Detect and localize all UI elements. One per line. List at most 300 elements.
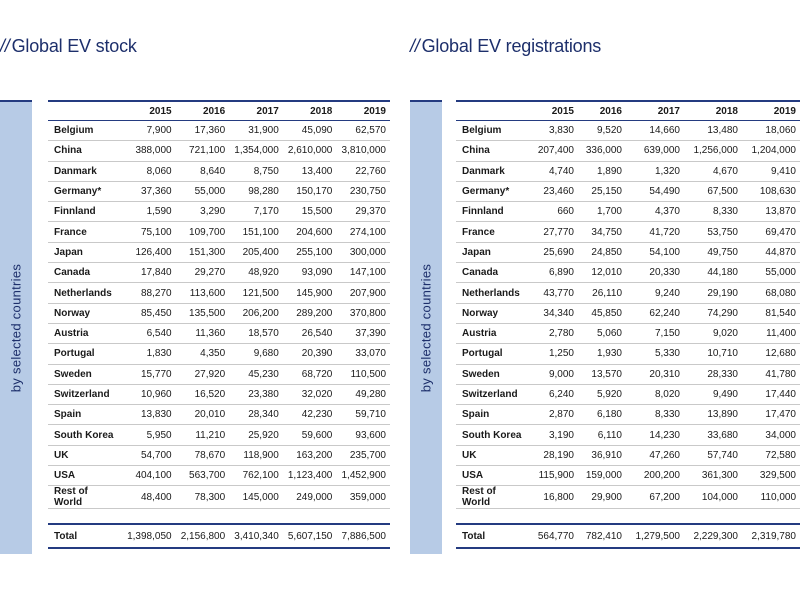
- total-label: Total: [456, 524, 530, 548]
- registrations-header-year: 2018: [684, 101, 742, 121]
- value-cell: 1,930: [578, 344, 626, 364]
- value-cell: 74,290: [684, 303, 742, 323]
- value-cell: 34,000: [742, 425, 800, 445]
- stock-sidebar: [0, 100, 32, 554]
- value-cell: 62,570: [336, 121, 390, 141]
- country-name: Rest of World: [48, 486, 122, 509]
- stock-header-country: [48, 101, 122, 121]
- value-cell: 13,400: [283, 161, 337, 181]
- value-cell: 78,300: [176, 486, 230, 509]
- total-value: 2,229,300: [684, 524, 742, 548]
- value-cell: 1,320: [626, 161, 684, 181]
- table-row: [456, 181, 800, 201]
- value-cell: 6,890: [530, 263, 578, 283]
- value-cell: 289,200: [283, 303, 337, 323]
- value-cell: 359,000: [336, 486, 390, 509]
- value-cell: 13,830: [122, 405, 176, 425]
- value-cell: 48,920: [229, 263, 283, 283]
- value-cell: 41,720: [626, 222, 684, 242]
- value-cell: 9,680: [229, 344, 283, 364]
- country-name: Japan: [456, 242, 530, 262]
- value-cell: 29,190: [684, 283, 742, 303]
- value-cell: 93,600: [336, 425, 390, 445]
- table-row: [456, 242, 800, 262]
- value-cell: 5,920: [578, 384, 626, 404]
- registrations-header-year: 2017: [626, 101, 684, 121]
- value-cell: 388,000: [122, 141, 176, 161]
- value-cell: 31,900: [229, 121, 283, 141]
- stock-table: [48, 100, 390, 549]
- value-cell: 33,680: [684, 425, 742, 445]
- country-name: Switzerland: [48, 384, 122, 404]
- table-row: [48, 222, 390, 242]
- value-cell: 145,000: [229, 486, 283, 509]
- value-cell: 78,670: [176, 445, 230, 465]
- spacer-cell: [48, 509, 390, 525]
- country-name: Austria: [48, 323, 122, 343]
- registrations-heading-slashes: //: [410, 36, 420, 56]
- registrations-header-year: 2015: [530, 101, 578, 121]
- stock-table-wrap: [48, 100, 390, 549]
- value-cell: 104,000: [684, 486, 742, 509]
- value-cell: 300,000: [336, 242, 390, 262]
- value-cell: 329,500: [742, 466, 800, 486]
- country-name: South Korea: [456, 425, 530, 445]
- value-cell: 159,000: [578, 466, 626, 486]
- value-cell: 8,750: [229, 161, 283, 181]
- value-cell: 5,950: [122, 425, 176, 445]
- stock-header-year: 2018: [283, 101, 337, 121]
- value-cell: 49,280: [336, 384, 390, 404]
- value-cell: 9,490: [684, 384, 742, 404]
- value-cell: 8,060: [122, 161, 176, 181]
- value-cell: 4,350: [176, 344, 230, 364]
- value-cell: 42,230: [283, 405, 337, 425]
- total-value: 5,607,150: [283, 524, 337, 548]
- value-cell: 118,900: [229, 445, 283, 465]
- value-cell: 13,480: [684, 121, 742, 141]
- value-cell: 13,870: [742, 202, 800, 222]
- table-row: [48, 384, 390, 404]
- country-name: China: [48, 141, 122, 161]
- value-cell: 14,230: [626, 425, 684, 445]
- value-cell: 8,330: [626, 405, 684, 425]
- table-row: [48, 364, 390, 384]
- stock-header-year: 2017: [229, 101, 283, 121]
- country-name: Rest of World: [456, 486, 530, 509]
- value-cell: 88,270: [122, 283, 176, 303]
- value-cell: 1,452,900: [336, 466, 390, 486]
- value-cell: 9,240: [626, 283, 684, 303]
- value-cell: 5,330: [626, 344, 684, 364]
- registrations-header-country: [456, 101, 530, 121]
- value-cell: 59,710: [336, 405, 390, 425]
- value-cell: 7,170: [229, 202, 283, 222]
- country-name: UK: [456, 445, 530, 465]
- country-name: Danmark: [48, 161, 122, 181]
- value-cell: 44,180: [684, 263, 742, 283]
- value-cell: 67,200: [626, 486, 684, 509]
- country-name: USA: [48, 466, 122, 486]
- value-cell: 12,680: [742, 344, 800, 364]
- value-cell: 147,100: [336, 263, 390, 283]
- stock-heading: [0, 36, 137, 57]
- stock-heading-text: Global EV stock: [11, 36, 137, 56]
- value-cell: 8,640: [176, 161, 230, 181]
- value-cell: 27,770: [530, 222, 578, 242]
- value-cell: 126,400: [122, 242, 176, 262]
- value-cell: 200,200: [626, 466, 684, 486]
- table-row: [48, 141, 390, 161]
- value-cell: 85,450: [122, 303, 176, 323]
- value-cell: 28,330: [684, 364, 742, 384]
- value-cell: 110,000: [742, 486, 800, 509]
- value-cell: 20,390: [283, 344, 337, 364]
- value-cell: 370,800: [336, 303, 390, 323]
- registrations-table: [456, 100, 800, 549]
- country-name: France: [48, 222, 122, 242]
- value-cell: 17,360: [176, 121, 230, 141]
- value-cell: 59,600: [283, 425, 337, 445]
- table-row: [456, 283, 800, 303]
- value-cell: 23,380: [229, 384, 283, 404]
- value-cell: 43,770: [530, 283, 578, 303]
- table-row: [48, 323, 390, 343]
- value-cell: 45,230: [229, 364, 283, 384]
- value-cell: 1,590: [122, 202, 176, 222]
- value-cell: 1,123,400: [283, 466, 337, 486]
- country-name: Danmark: [456, 161, 530, 181]
- country-name: Switzerland: [456, 384, 530, 404]
- value-cell: 93,090: [283, 263, 337, 283]
- value-cell: 206,200: [229, 303, 283, 323]
- value-cell: 150,170: [283, 181, 337, 201]
- table-row: [456, 384, 800, 404]
- value-cell: 113,600: [176, 283, 230, 303]
- table-row: [48, 242, 390, 262]
- total-value: 564,770: [530, 524, 578, 548]
- table-row: [456, 303, 800, 323]
- stock-total-row: [48, 524, 390, 548]
- value-cell: 54,700: [122, 445, 176, 465]
- country-name: Norway: [456, 303, 530, 323]
- value-cell: 255,100: [283, 242, 337, 262]
- value-cell: 404,100: [122, 466, 176, 486]
- value-cell: 34,750: [578, 222, 626, 242]
- value-cell: 17,840: [122, 263, 176, 283]
- country-name: Germany*: [456, 181, 530, 201]
- country-name: Norway: [48, 303, 122, 323]
- value-cell: 68,720: [283, 364, 337, 384]
- stock-header-year: 2016: [176, 101, 230, 121]
- stock-header-row: [48, 101, 390, 121]
- value-cell: 24,850: [578, 242, 626, 262]
- value-cell: 29,370: [336, 202, 390, 222]
- value-cell: 55,000: [742, 263, 800, 283]
- value-cell: 8,330: [684, 202, 742, 222]
- table-row: [456, 141, 800, 161]
- value-cell: 115,900: [530, 466, 578, 486]
- table-row: [48, 121, 390, 141]
- value-cell: 9,520: [578, 121, 626, 141]
- value-cell: 108,630: [742, 181, 800, 201]
- country-name: Sweden: [48, 364, 122, 384]
- country-name: Netherlands: [456, 283, 530, 303]
- value-cell: 1,204,000: [742, 141, 800, 161]
- table-row: [456, 222, 800, 242]
- country-name: Finnland: [48, 202, 122, 222]
- value-cell: 45,850: [578, 303, 626, 323]
- table-row: [48, 425, 390, 445]
- value-cell: 34,340: [530, 303, 578, 323]
- value-cell: 48,400: [122, 486, 176, 509]
- value-cell: 2,610,000: [283, 141, 337, 161]
- value-cell: 10,710: [684, 344, 742, 364]
- value-cell: 151,300: [176, 242, 230, 262]
- table-row: [456, 263, 800, 283]
- country-name: Netherlands: [48, 283, 122, 303]
- value-cell: 135,500: [176, 303, 230, 323]
- stock-table-head: [48, 101, 390, 121]
- value-cell: 9,000: [530, 364, 578, 384]
- table-row: [456, 323, 800, 343]
- value-cell: 336,000: [578, 141, 626, 161]
- value-cell: 44,870: [742, 242, 800, 262]
- value-cell: 16,520: [176, 384, 230, 404]
- total-value: 2,319,780: [742, 524, 800, 548]
- value-cell: 45,090: [283, 121, 337, 141]
- value-cell: 14,660: [626, 121, 684, 141]
- value-cell: 47,260: [626, 445, 684, 465]
- value-cell: 6,110: [578, 425, 626, 445]
- table-row: [456, 161, 800, 181]
- value-cell: 121,500: [229, 283, 283, 303]
- value-cell: 49,750: [684, 242, 742, 262]
- value-cell: 18,570: [229, 323, 283, 343]
- value-cell: 4,370: [626, 202, 684, 222]
- value-cell: 6,240: [530, 384, 578, 404]
- value-cell: 207,400: [530, 141, 578, 161]
- country-name: Germany*: [48, 181, 122, 201]
- value-cell: 6,540: [122, 323, 176, 343]
- value-cell: 2,870: [530, 405, 578, 425]
- table-row: [48, 405, 390, 425]
- value-cell: 1,250: [530, 344, 578, 364]
- table-row: [456, 364, 800, 384]
- value-cell: 1,830: [122, 344, 176, 364]
- value-cell: 41,780: [742, 364, 800, 384]
- value-cell: 15,500: [283, 202, 337, 222]
- value-cell: 25,690: [530, 242, 578, 262]
- value-cell: 20,310: [626, 364, 684, 384]
- country-name: USA: [456, 466, 530, 486]
- registrations-header-row: [456, 101, 800, 121]
- value-cell: 17,470: [742, 405, 800, 425]
- table-row: [456, 466, 800, 486]
- registrations-header-year: 2016: [578, 101, 626, 121]
- value-cell: 81,540: [742, 303, 800, 323]
- country-name: Spain: [456, 405, 530, 425]
- value-cell: 762,100: [229, 466, 283, 486]
- value-cell: 57,740: [684, 445, 742, 465]
- stock-header-year: 2015: [122, 101, 176, 121]
- value-cell: 62,240: [626, 303, 684, 323]
- total-value: 2,156,800: [176, 524, 230, 548]
- country-name: Portugal: [48, 344, 122, 364]
- value-cell: 3,290: [176, 202, 230, 222]
- value-cell: 3,810,000: [336, 141, 390, 161]
- country-name: Portugal: [456, 344, 530, 364]
- registrations-sidebar-label: by selected countries: [418, 263, 434, 393]
- value-cell: 18,060: [742, 121, 800, 141]
- country-name: Spain: [48, 405, 122, 425]
- value-cell: 36,910: [578, 445, 626, 465]
- registrations-table-wrap: [456, 100, 800, 549]
- value-cell: 22,760: [336, 161, 390, 181]
- table-row: [456, 486, 800, 509]
- value-cell: 26,540: [283, 323, 337, 343]
- value-cell: 67,500: [684, 181, 742, 201]
- value-cell: 13,570: [578, 364, 626, 384]
- country-name: China: [456, 141, 530, 161]
- stock-table-body: [48, 121, 390, 549]
- stock-sidebar-label: by selected countries: [8, 263, 24, 393]
- value-cell: 721,100: [176, 141, 230, 161]
- value-cell: 9,410: [742, 161, 800, 181]
- value-cell: 230,750: [336, 181, 390, 201]
- total-value: 1,398,050: [122, 524, 176, 548]
- value-cell: 54,490: [626, 181, 684, 201]
- country-name: Sweden: [456, 364, 530, 384]
- value-cell: 20,010: [176, 405, 230, 425]
- value-cell: 163,200: [283, 445, 337, 465]
- table-row: [48, 263, 390, 283]
- value-cell: 25,920: [229, 425, 283, 445]
- value-cell: 7,150: [626, 323, 684, 343]
- total-value: 1,279,500: [626, 524, 684, 548]
- value-cell: 6,180: [578, 405, 626, 425]
- value-cell: 20,330: [626, 263, 684, 283]
- value-cell: 17,440: [742, 384, 800, 404]
- value-cell: 98,280: [229, 181, 283, 201]
- value-cell: 16,800: [530, 486, 578, 509]
- value-cell: 25,150: [578, 181, 626, 201]
- value-cell: 15,770: [122, 364, 176, 384]
- table-row: [456, 202, 800, 222]
- country-name: Belgium: [456, 121, 530, 141]
- value-cell: 8,020: [626, 384, 684, 404]
- value-cell: 29,900: [578, 486, 626, 509]
- value-cell: 7,900: [122, 121, 176, 141]
- value-cell: 1,354,000: [229, 141, 283, 161]
- value-cell: 4,740: [530, 161, 578, 181]
- value-cell: 28,190: [530, 445, 578, 465]
- value-cell: 69,470: [742, 222, 800, 242]
- value-cell: 639,000: [626, 141, 684, 161]
- value-cell: 28,340: [229, 405, 283, 425]
- country-name: Finnland: [456, 202, 530, 222]
- country-name: Austria: [456, 323, 530, 343]
- value-cell: 204,600: [283, 222, 337, 242]
- value-cell: 32,020: [283, 384, 337, 404]
- value-cell: 3,190: [530, 425, 578, 445]
- table-row: [48, 344, 390, 364]
- spacer-cell: [456, 509, 800, 525]
- table-row: [48, 445, 390, 465]
- value-cell: 75,100: [122, 222, 176, 242]
- country-name: Japan: [48, 242, 122, 262]
- value-cell: 249,000: [283, 486, 337, 509]
- value-cell: 274,100: [336, 222, 390, 242]
- total-value: 3,410,340: [229, 524, 283, 548]
- value-cell: 13,890: [684, 405, 742, 425]
- value-cell: 9,020: [684, 323, 742, 343]
- value-cell: 10,960: [122, 384, 176, 404]
- table-row: [456, 425, 800, 445]
- table-row: [48, 283, 390, 303]
- table-row: [456, 445, 800, 465]
- registrations-sidebar: [410, 100, 442, 554]
- country-name: Canada: [48, 263, 122, 283]
- value-cell: 26,110: [578, 283, 626, 303]
- table-row: [48, 161, 390, 181]
- value-cell: 4,670: [684, 161, 742, 181]
- value-cell: 110,500: [336, 364, 390, 384]
- value-cell: 2,780: [530, 323, 578, 343]
- table-row: [48, 202, 390, 222]
- country-name: Belgium: [48, 121, 122, 141]
- value-cell: 37,390: [336, 323, 390, 343]
- value-cell: 205,400: [229, 242, 283, 262]
- country-name: UK: [48, 445, 122, 465]
- value-cell: 361,300: [684, 466, 742, 486]
- value-cell: 3,830: [530, 121, 578, 141]
- value-cell: 23,460: [530, 181, 578, 201]
- value-cell: 12,010: [578, 263, 626, 283]
- value-cell: 151,100: [229, 222, 283, 242]
- value-cell: 563,700: [176, 466, 230, 486]
- value-cell: 1,890: [578, 161, 626, 181]
- stock-header-year: 2019: [336, 101, 390, 121]
- spacer-row: [456, 509, 800, 525]
- value-cell: 11,360: [176, 323, 230, 343]
- registrations-header-year: 2019: [742, 101, 800, 121]
- registrations-heading: [410, 36, 601, 57]
- value-cell: 5,060: [578, 323, 626, 343]
- table-row: [48, 466, 390, 486]
- table-row: [48, 181, 390, 201]
- value-cell: 37,360: [122, 181, 176, 201]
- registrations-heading-text: Global EV registrations: [421, 36, 602, 56]
- total-value: 782,410: [578, 524, 626, 548]
- total-label: Total: [48, 524, 122, 548]
- value-cell: 55,000: [176, 181, 230, 201]
- value-cell: 53,750: [684, 222, 742, 242]
- value-cell: 145,900: [283, 283, 337, 303]
- value-cell: 235,700: [336, 445, 390, 465]
- value-cell: 1,700: [578, 202, 626, 222]
- total-value: 7,886,500: [336, 524, 390, 548]
- value-cell: 29,270: [176, 263, 230, 283]
- value-cell: 68,080: [742, 283, 800, 303]
- value-cell: 1,256,000: [684, 141, 742, 161]
- value-cell: 11,210: [176, 425, 230, 445]
- table-row: [456, 344, 800, 364]
- table-row: [48, 486, 390, 509]
- country-name: South Korea: [48, 425, 122, 445]
- value-cell: 660: [530, 202, 578, 222]
- value-cell: 54,100: [626, 242, 684, 262]
